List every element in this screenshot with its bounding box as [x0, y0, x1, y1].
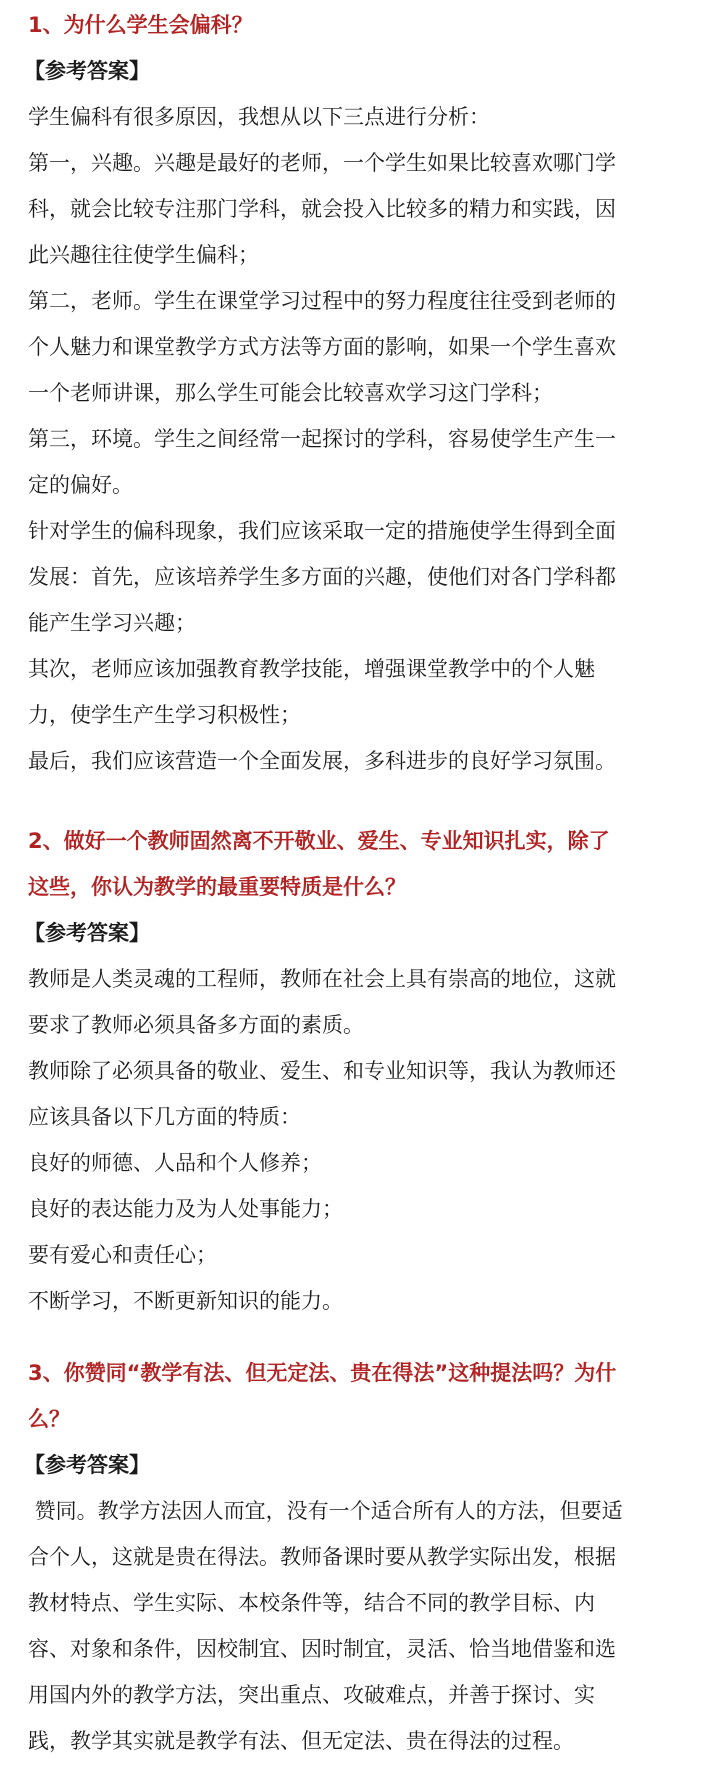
answer-2-line: 要求了教师必须具备多方面的素质。	[28, 1013, 364, 1037]
answer-label-2: 【参考答案】	[24, 921, 150, 945]
answer-2-line: 要有爱心和责任心；	[28, 1243, 217, 1267]
answer-2-line: 良好的师德、人品和个人修养；	[28, 1151, 322, 1175]
question-2-title-line: 2、做好一个教师固然离不开敬业、爱生、专业知识扎实，除了	[28, 829, 610, 853]
answer-1-line: 针对学生的偏科现象，我们应该采取一定的措施使学生得到全面	[28, 519, 616, 543]
question-3-title-line: 3、你赞同“教学有法、但无定法、贵在得法”这种提法吗？为什	[28, 1361, 617, 1385]
answer-2-line: 教师除了必须具备的敬业、爱生、和专业知识等，我认为教师还	[28, 1059, 616, 1083]
answer-1-line: 一个老师讲课，那么学生可能会比较喜欢学习这门学科；	[28, 381, 553, 405]
qa-section-2	[24, 818, 706, 1324]
answer-label-1: 【参考答案】	[24, 59, 150, 83]
qa-section-1	[24, 2, 706, 784]
answer-label-3: 【参考答案】	[24, 1453, 150, 1477]
answer-1-line: 发展：首先，应该培养学生多方面的兴趣，使他们对各门学科都	[28, 565, 616, 589]
answer-3-line: 容、对象和条件，因校制宜、因时制宜，灵活、恰当地借鉴和选	[28, 1637, 616, 1661]
answer-1-line: 力，使学生产生学习积极性；	[28, 703, 301, 727]
answer-1-line: 个人魅力和课堂教学方式方法等方面的影响，如果一个学生喜欢	[28, 335, 616, 359]
answer-3-line: 践，教学其实就是教学有法、但无定法、贵在得法的过程。	[28, 1729, 574, 1753]
answer-3-line: 用国内外的教学方法，突出重点、攻破难点，并善于探讨、实	[28, 1683, 595, 1707]
answer-1-line: 第一，兴趣。兴趣是最好的老师，一个学生如果比较喜欢哪门学	[28, 151, 616, 175]
answer-2-line: 不断学习，不断更新知识的能力。	[28, 1289, 343, 1313]
answer-1-line: 最后，我们应该营造一个全面发展，多科进步的良好学习氛围。	[28, 749, 616, 773]
answer-1-line: 能产生学习兴趣；	[28, 611, 196, 635]
answer-1-line: 其次，老师应该加强教育教学技能，增强课堂教学中的个人魅	[28, 657, 595, 681]
answer-1-line: 此兴趣往往使学生偏科；	[28, 243, 259, 267]
answer-1-line: 学生偏科有很多原因，我想从以下三点进行分析：	[28, 105, 490, 129]
answer-1-line: 第二，老师。学生在课堂学习过程中的努力程度往往受到老师的	[28, 289, 616, 313]
answer-1-line: 科，就会比较专注那门学科，就会投入比较多的精力和实践，因	[28, 197, 616, 221]
answer-1-line: 第三，环境。学生之间经常一起探讨的学科，容易使学生产生一	[28, 427, 616, 451]
answer-3-line: 合个人，这就是贵在得法。教师备课时要从教学实际出发，根据	[28, 1545, 616, 1569]
question-3-title-line: 么？	[28, 1407, 70, 1431]
answer-2-line: 良好的表达能力及为人处事能力；	[28, 1197, 343, 1221]
answer-2-line: 应该具备以下几方面的特质：	[28, 1105, 301, 1129]
question-2-title-line: 这些，你认为教学的最重要特质是什么？	[28, 875, 406, 899]
question-1-title: 1、为什么学生会偏科？	[28, 13, 253, 37]
qa-section-3	[24, 1350, 706, 1764]
answer-3-line: 赞同。教学方法因人而宜，没有一个适合所有人的方法，但要适	[28, 1499, 623, 1523]
answer-2-line: 教师是人类灵魂的工程师，教师在社会上具有崇高的地位，这就	[28, 967, 616, 991]
answer-1-line: 定的偏好。	[28, 473, 133, 497]
answer-3-line: 教材特点、学生实际、本校条件等，结合不同的教学目标、内	[28, 1591, 595, 1615]
